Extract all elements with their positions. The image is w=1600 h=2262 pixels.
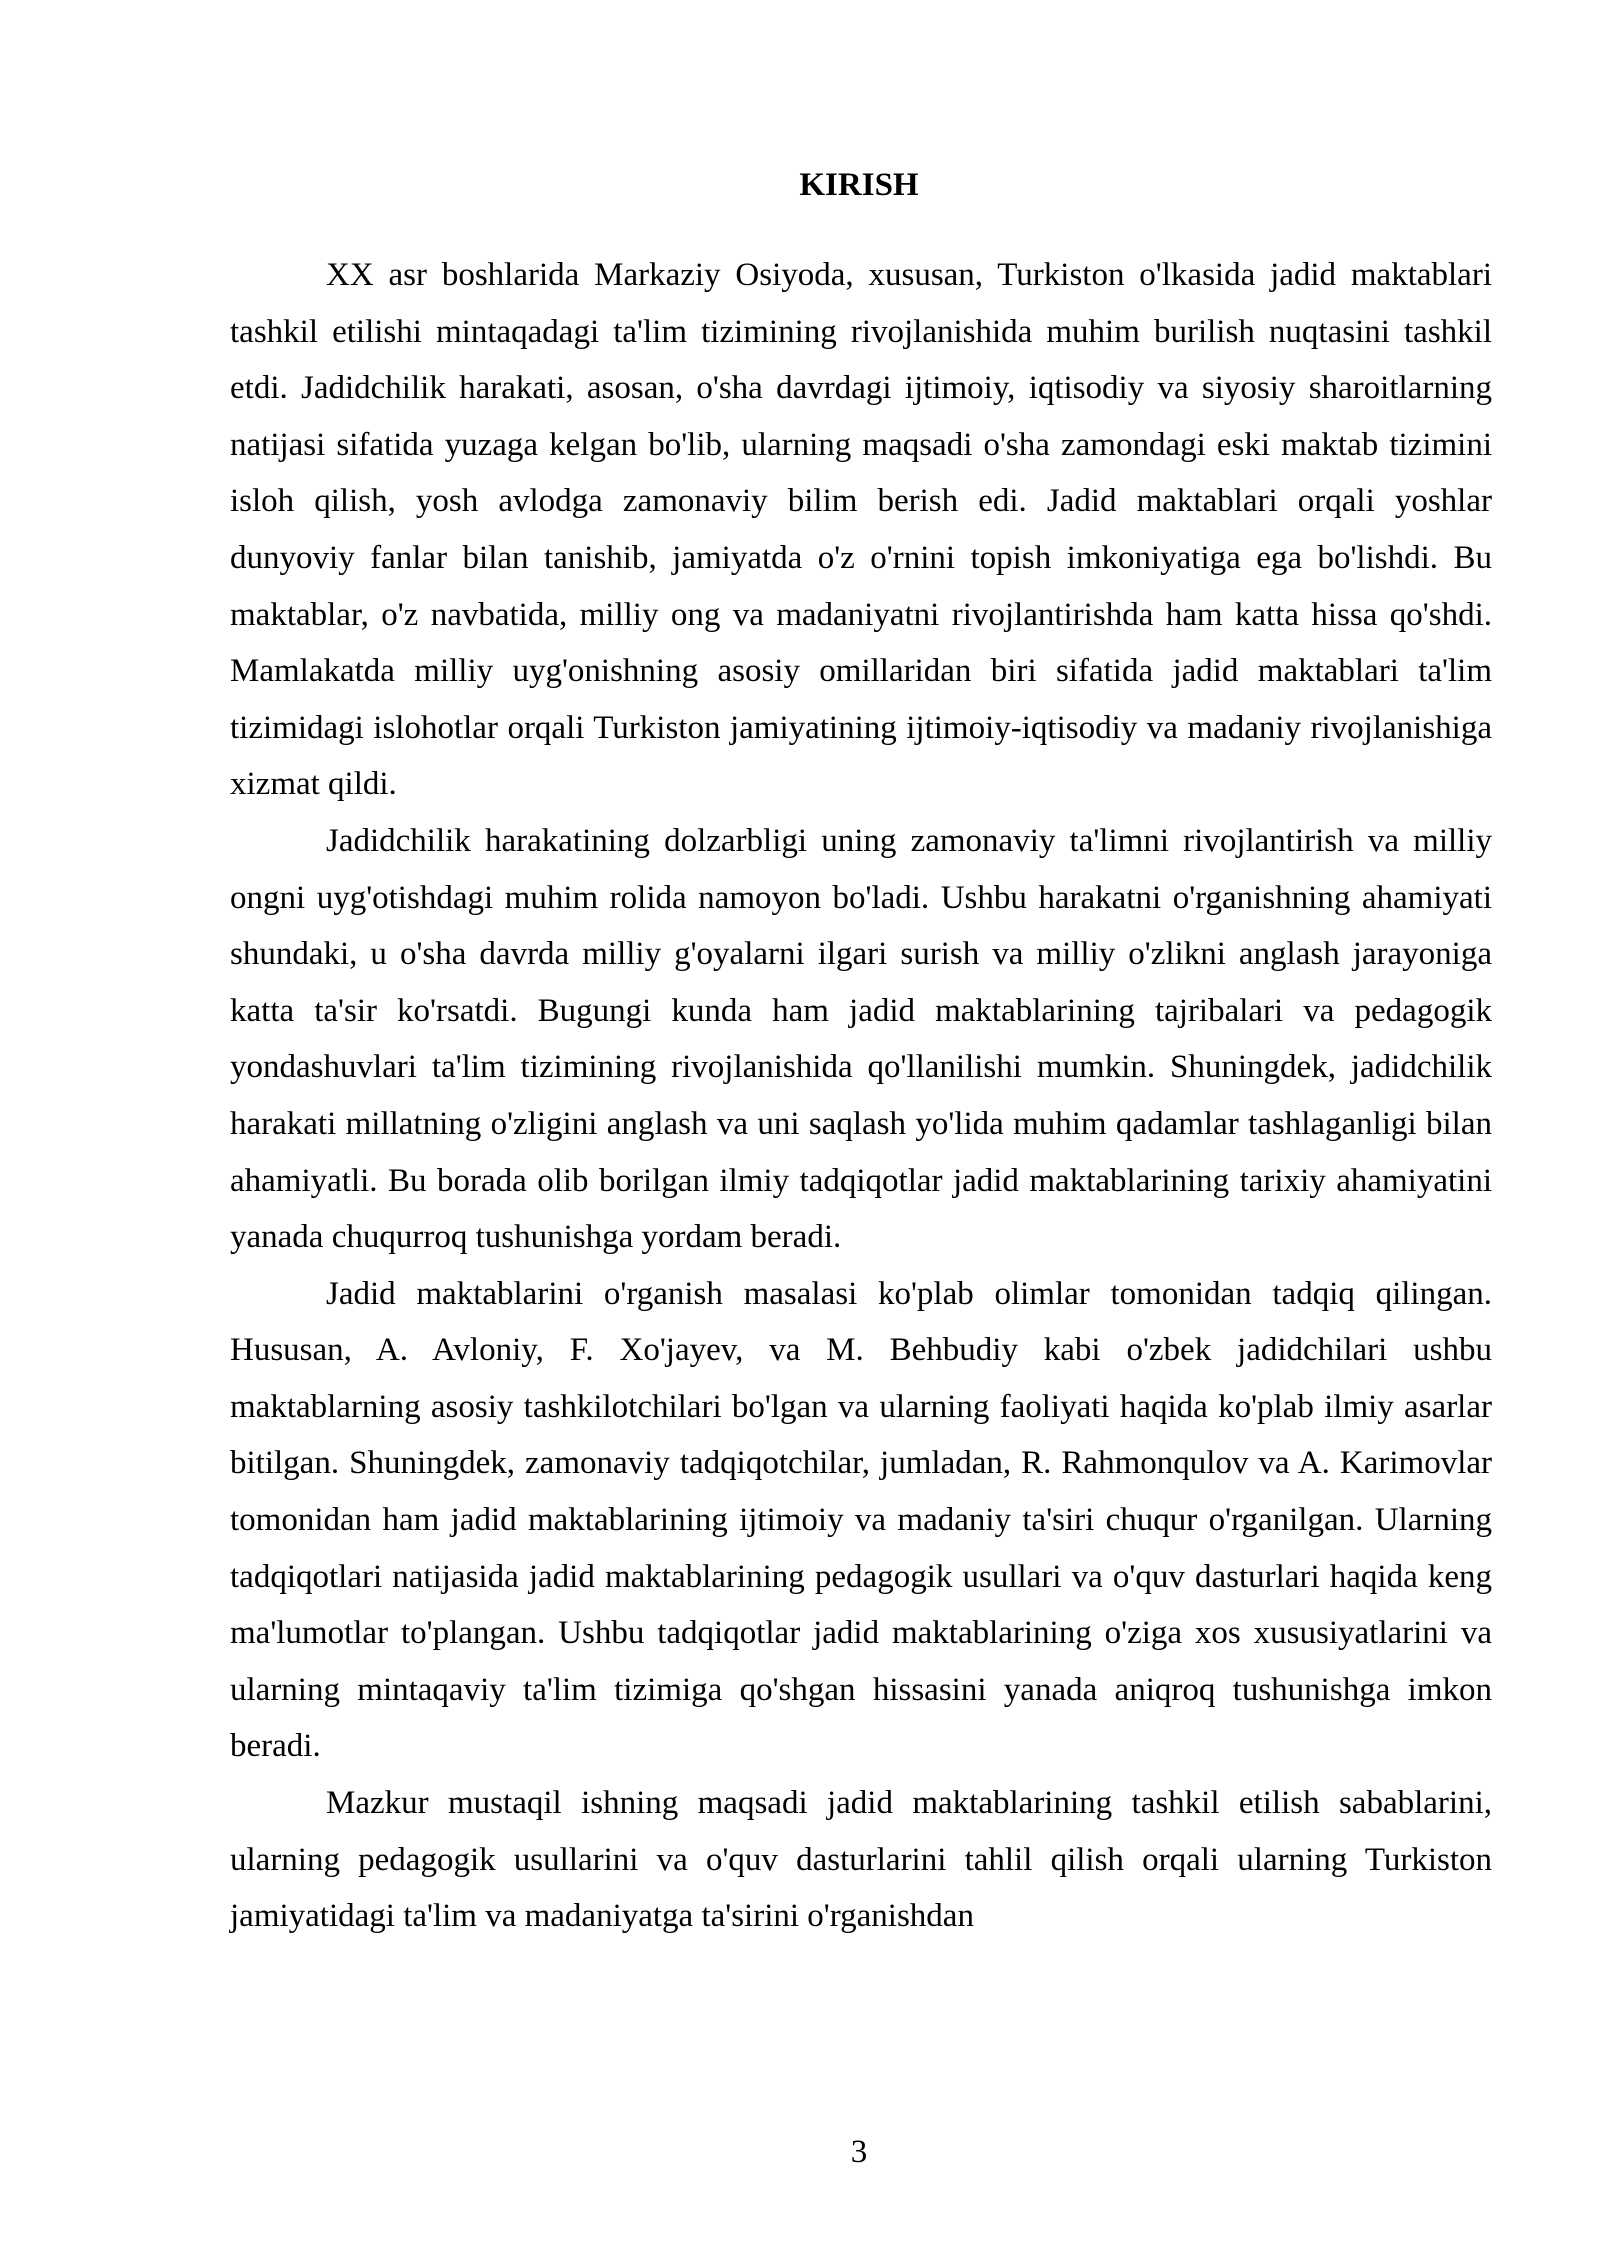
page-number: 3 bbox=[850, 2134, 868, 2170]
paragraph: XX asr boshlarida Markaziy Osiyoda, xususan, Turkiston o'lkasida jadid maktablari tashkil etilishi mintaqadagi ta'lim tizimining rivojlanishida muhim burilish nuqtasini tashkil etdi. Jadidchilik harakati, asosan, o'sha davrdagi ijtimoiy, iqtisodiy va siyosiy sharoitlarning natijasi sifatida yuzaga kelgan bo'lib, ularning maqsadi o'sha zamondagi eski maktab tizimini isloh qilish, yosh avlodga zamonaviy bilim berish edi. Jadid maktablari orqali yoshlar dunyoviy fanlar bilan tanishib, jamiyatda o'z o'rnini topish imkoniyatiga ega bo'lishdi. Bu maktablar, o'z navbatida, milliy ong va madaniyatni rivojlantirishda ham katta hissa qo'shdi. Mamlakatda milliy uyg'onishning asosiy omillaridan biri sifatida jadid maktablari ta'lim tizimidagi islohotlar orqali Turkiston jamiyatining ijtimoiy-iqtisodiy va madaniy rivojlanishiga xizmat qildi. bbox=[230, 257, 1492, 803]
paragraph: Mazkur mustaqil ishning maqsadi jadid maktablarining tashkil etilish sabablarini, ularning pedagogik usullarini va o'quv dasturlarini tahlil qilish orqali ularning Turkiston jamiyatidagi ta'lim va madaniyatga ta'sirini o'rganishdan bbox=[230, 1785, 1492, 1935]
paragraph: Jadidchilik harakatining dolzarbligi uning zamonaviy ta'limni rivojlantirish va milliy ongni uyg'otishdagi muhim rolida namoyon bo'ladi. Ushbu harakatni o'rganishning ahamiyati shundaki, u o'sha davrda milliy g'oyalarni ilgari surish va milliy o'zlikni anglash jarayoniga katta ta'sir ko'rsatdi. Bugungi kunda ham jadid maktablarining tajribalari va pedagogik yondashuvlari ta'lim tizimining rivojlanishida qo'llanilishi mumkin. Shuningdek, jadidchilik harakati millatning o'zligini anglash va uni saqlash yo'lida muhim qadamlar tashlaganligi bilan ahamiyatli. Bu borada olib borilgan ilmiy tadqiqotlar jadid maktablarining tarixiy ahamiyatini yanada chuqurroq tushunishga yordam beradi. bbox=[230, 822, 1492, 1256]
paragraph: Jadid maktablarini o'rganish masalasi ko'plab olimlar tomonidan tadqiq qilingan. Hususan, A. Avloniy, F. Xo'jayev, va M. Behbudiy kabi o'zbek jadidchilari ushbu maktablarning asosiy tashkilotchilari bo'lgan va ularning faoliyati haqida ko'plab ilmiy asarlar bitilgan. Shuningdek, zamonaviy tadqiqotchilar, jumladan, R. Rahmonqulov va A. Karimovlar tomonidan ham jadid maktablarining ijtimoiy va madaniy ta'siri chuqur o'rganilgan. Ularning tadqiqotlari natijasida jadid maktablarining pedagogik usullari va o'quv dasturlari haqida keng ma'lumotlar to'plangan. Ushbu tadqiqotlar jadid maktablarining o'ziga xos xususiyatlarini va ularning mintaqaviy ta'lim tizimiga qo'shgan hissasini yanada aniqroq tushunishga imkon beradi. bbox=[230, 1275, 1492, 1765]
body-text bbox=[230, 247, 1492, 1945]
page-heading: KIRISH bbox=[799, 167, 919, 203]
